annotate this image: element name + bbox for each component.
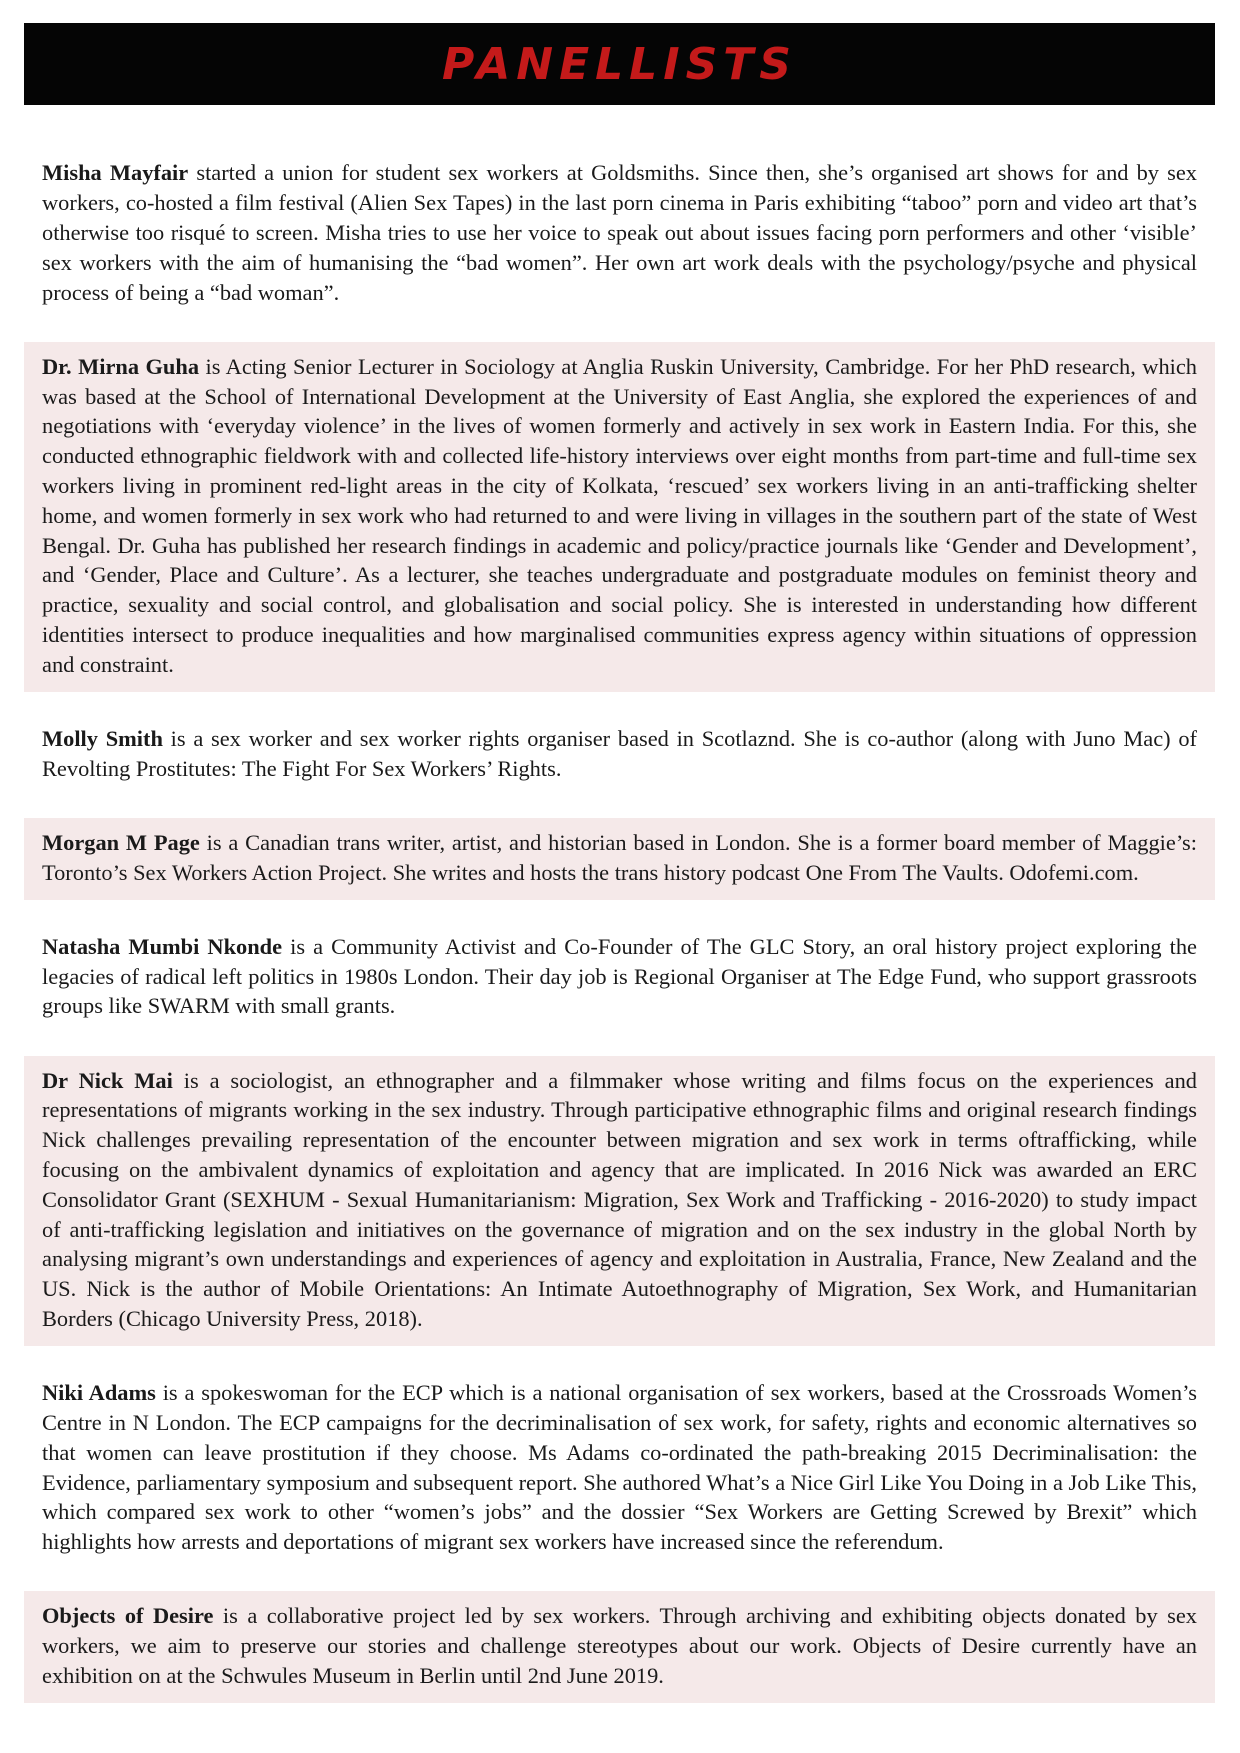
panellist-bio: is Acting Senior Lecturer in Sociology at Anglia Ruskin University, Cambridge. For her PhD research, which was based at the School of International Development at the University of East Anglia, she explored the experiences of and negotiations with ‘everyday violence’ in the lives of women formerly and actively in sex work in Eastern India. For this, she conducted ethnographic fieldwork with and collected life-history interviews over eight months from part-time and full-time sex workers living in prominent red-light areas in the city of Kolkata, ‘rescued’ sex workers living in an anti-trafficking shelter home, and women formerly in sex work who had returned to and were living in villages in the southern part of the state of West Bengal. Dr. Guha has published her research findings in academic and policy/practice journals like ‘Gender and Development’, and ‘Gender, Place and Culture’. As a lecturer, she teaches undergraduate and postgraduate modules on feminist theory and practice, sexuality and social control, and globalisation and social policy. She is interested in understanding how different identities intersect to produce inequalities and how marginalised communities express agency within situations of oppression and constraint. bbox=[42, 353, 1197, 677]
panellist-entry bbox=[24, 342, 1215, 692]
panellist-name: Dr. Mirna Guha bbox=[42, 353, 200, 379]
panellist-entry bbox=[24, 148, 1215, 319]
panellist-name: Morgan M Page bbox=[42, 829, 200, 855]
panellist-name: Niki Adams bbox=[42, 1380, 156, 1406]
panellist-entry bbox=[24, 1591, 1215, 1702]
panellist-entry bbox=[24, 818, 1215, 900]
panellist-name: Molly Smith bbox=[42, 725, 163, 751]
panellist-bio: is a Canadian trans writer, artist, and historian based in London. She is a former board member of Maggie’s: Toronto’s Sex Workers Action Project. She writes and hosts the trans history podcast One From The Vaults. Odofemi.com. bbox=[42, 829, 1197, 885]
panellist-bio: is a sex worker and sex worker rights organiser based in Scotlaznd. She is co-author (along with Juno Mac) of Revolting Prostitutes: The Fight For Sex Workers’ Rights. bbox=[42, 725, 1197, 781]
panellist-bio: started a union for student sex workers at Goldsmiths. Since then, she’s organised art shows for and by sex workers, co-hosted a film festival (Alien Sex Tapes) in the last porn cinema in Paris exhibiting “taboo” porn and video art that’s otherwise too risqué to screen. Misha tries to use her voice to speak out about issues facing porn performers and other ‘visible’ sex workers with the aim of humanising the “bad women”. Her own art work deals with the psychology/psyche and physical process of being a “bad woman”. bbox=[42, 160, 1197, 305]
panellist-name: Objects of Desire bbox=[42, 1603, 214, 1629]
panellist-name: Natasha Mumbi Nkonde bbox=[42, 933, 283, 959]
panellist-entry bbox=[24, 1368, 1215, 1569]
panellist-bio: is a collaborative project led by sex workers. Through archiving and exhibiting objects donated by sex workers, we aim to preserve our stories and challenge stereotypes about our work. Objects of Desire currently have an exhibition on at the Schwules Museum in Berlin until 2nd June 2019. bbox=[42, 1603, 1197, 1688]
panellist-name: Dr Nick Mai bbox=[42, 1067, 173, 1093]
page-title: PANELLISTS bbox=[442, 38, 797, 90]
panellist-entry bbox=[24, 922, 1215, 1033]
panellist-bio: is a spokeswoman for the ECP which is a national organisation of sex workers, based at the Crossroads Women’s Centre in N London. The ECP campaigns for the decriminalisation of sex work, for safety, rights and economic alternatives so that women can leave prostitution if they choose. Ms Adams co-ordinated the path-breaking 2015 Decriminalisation: the Evidence, parliamentary symposium and subsequent report. She authored What’s a Nice Girl Like You Doing in a Job Like This, which compared sex work to other “women’s jobs” and the dossier “Sex Workers are Getting Screwed by Brexit” which highlights how arrests and deportations of migrant sex workers have increased since the referendum. bbox=[42, 1380, 1198, 1555]
panellist-name: Misha Mayfair bbox=[42, 160, 189, 186]
panellist-list bbox=[24, 126, 1215, 1713]
page-header bbox=[24, 23, 1215, 105]
panellist-bio: is a sociologist, an ethnographer and a filmmaker whose writing and films focus on the experiences and representations of migrants working in the sex industry. Through participative ethnographic films and original research findings Nick challenges prevailing representation of the encounter between migration and sex work in terms oftrafficking, while focusing on the ambivalent dynamics of exploitation and agency that are implicated. In 2016 Nick was awarded an ERC Consolidator Grant (SEXHUM - Sexual Humanitarianism: Migration, Sex Work and Trafficking - 2016-2020) to study impact of anti-trafficking legislation and initiatives on the governance of migration and on the sex industry in the global North by analysing migrant’s own understandings and experiences of agency and exploitation in Australia, France, New Zealand and the US. Nick is the author of Mobile Orientations: An Intimate Autoethnography of Migration, Sex Work, and Humanitarian Borders (Chicago University Press, 2018). bbox=[42, 1067, 1197, 1332]
panellist-entry bbox=[24, 714, 1215, 796]
panellist-bio: is a Community Activist and Co-Founder of The GLC Story, an oral history project exploring the legacies of radical left politics in 1980s London. Their day job is Regional Organiser at The Edge Fund, who support grassroots groups like SWARM with small grants. bbox=[42, 933, 1197, 1019]
panellist-entry bbox=[24, 1056, 1215, 1346]
